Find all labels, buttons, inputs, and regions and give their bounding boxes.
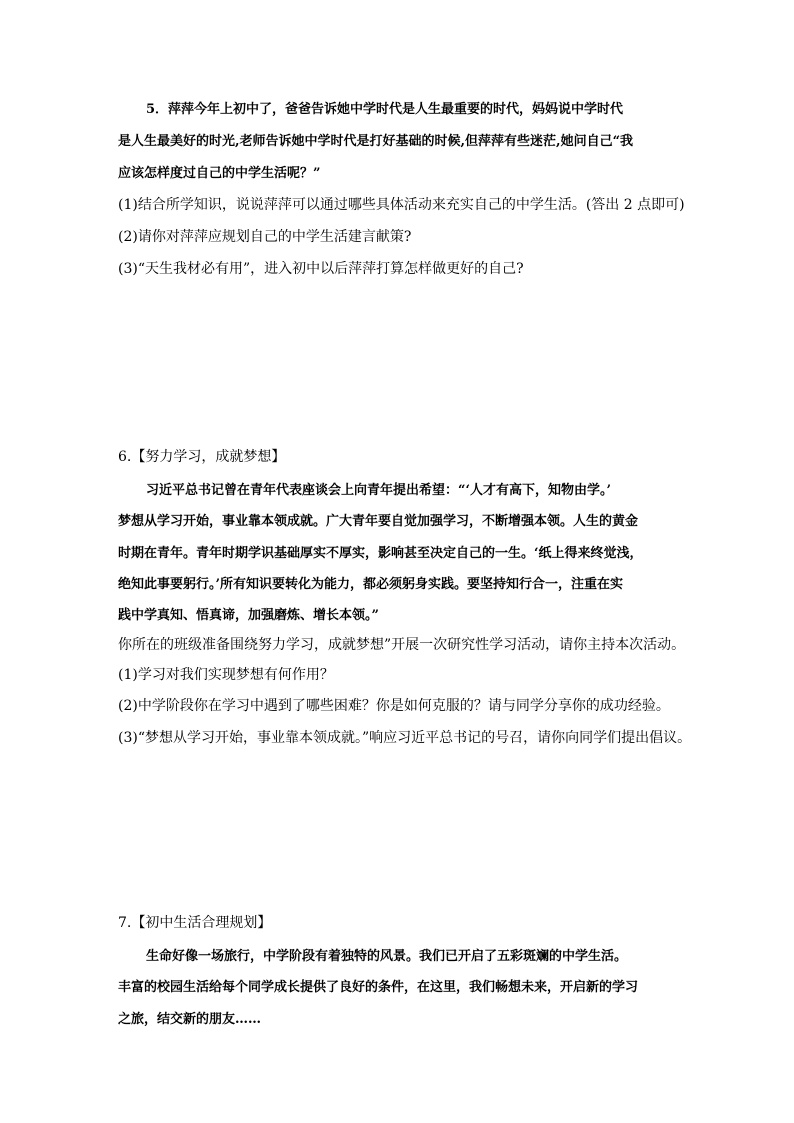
q7-title: 7.【初中生活合理规划】 xyxy=(118,915,272,931)
q5-sub-1: (1)结合所学知识，说说萍萍可以通过哪些具体活动来充实自己的中学生活。(答出 2 点即可) xyxy=(118,197,685,213)
q6-quote-line-5: 践中学真知、悟真谛，加强磨炼、增长本领。” xyxy=(118,608,379,623)
q6-title: 6.【努力学习，成就梦想】 xyxy=(118,449,286,465)
q5-line-3: 应该怎样度过自己的中学生活呢？” xyxy=(118,166,321,181)
q7-line-1: 生命好像一场旅行，中学阶段有着独特的风景。我们已开启了五彩斑斓的中学生活。 xyxy=(146,949,628,964)
q5-sub-3: (3)“天生我材必有用”，进入初中以后萍萍打算怎样做更好的自己? xyxy=(118,261,524,277)
q6-intro: 你所在的班级准备围绕努力学习，成就梦想”开展一次研究性学习活动，请你主持本次活动。 xyxy=(118,637,686,653)
q5-line-1: 5．萍萍今年上初中了，爸爸告诉她中学时代是人生最重要的时代，妈妈说中学时代 xyxy=(146,102,624,117)
q5-sub-2: (2)请你对萍萍应规划自己的中学生活建言献策? xyxy=(118,229,412,245)
q6-quote-line-4: 绝知此事要躬行。’所有知识要转化为能力，都必须躬身实践。要坚持知行合一，注重在实 xyxy=(118,577,624,592)
q6-quote-line-3: 时期在青年。青年时期学识基础厚实不厚实，影响甚至决定自己的一生。‘纸上得来终觉浅， xyxy=(118,546,643,561)
q6-sub-2: (2)中学阶段你在学习中遇到了哪些困难？你是如何克服的？请与同学分享你的成功经验。 xyxy=(118,698,670,714)
q6-quote-line-1: 习近平总书记曾在青年代表座谈会上向青年提出希望：“‘人才有高下，知物由学。’ xyxy=(146,483,612,498)
q7-line-2: 丰富的校园生活给每个同学成长提供了良好的条件，在这里，我们畅想未来，开启新的学习 xyxy=(118,980,639,995)
q5-line-2: 是人生最美好的时光,老师告诉她中学时代是打好基础的时候,但萍萍有些迷茫,她问自己“我 xyxy=(118,134,634,149)
q7-line-3: 之旅，结交新的朋友…… xyxy=(118,1012,262,1027)
q6-quote-line-2: 梦想从学习开始，事业靠本领成就。广大青年要自觉加强学习，不断增强本领。人生的黄金 xyxy=(118,514,639,529)
q6-sub-1: (1)学习对我们实现梦想有何作用？ xyxy=(118,667,334,683)
q6-sub-3: (3)“梦想从学习开始，事业靠本领成就。”响应习近平总书记的号召，请你向同学们提出倡议。 xyxy=(118,730,692,746)
